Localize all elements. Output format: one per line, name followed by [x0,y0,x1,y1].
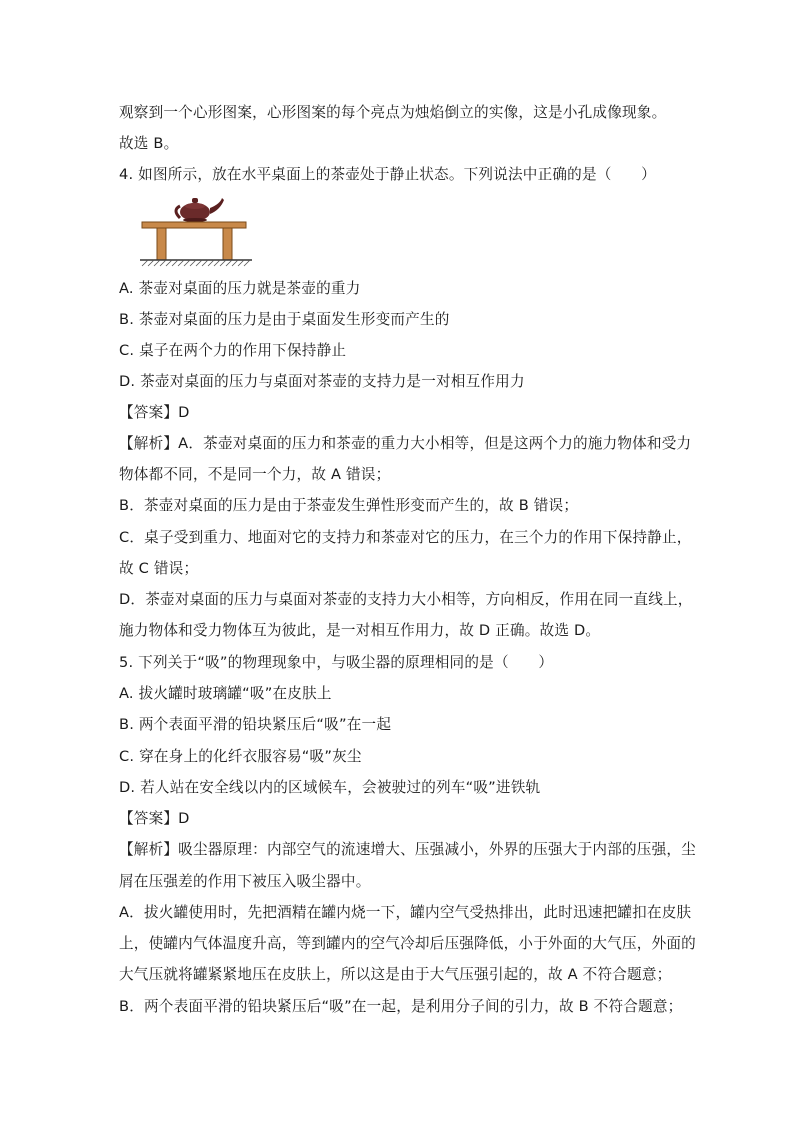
question-4-option-a: A. 茶壶对桌面的压力就是茶壶的重力 [119,280,361,297]
text-line-1: 观察到一个心形图案，心形图案的每个亮点为烛焰倒立的实像，这是小孔成像现象。 [119,104,667,121]
question-5-analysis-line-4: 上，使罐内气体温度升高，等到罐内的空气冷却后压强降低，小于外面的大气压，外面的 [119,935,696,952]
teapot-icon [176,198,224,222]
question-4-analysis-line-6: D．茶壶对桌面的压力与桌面对茶壶的支持力大小相等，方向相反，作用在同一直线上， [119,591,693,608]
question-4-analysis-line-7: 施力物体和受力物体互为彼此，是一对相互作用力，故 D 正确。故选 D。 [119,622,601,639]
question-5-analysis-line-6: B．两个表面平滑的铅块紧压后“吸”在一起，是利用分子间的引力，故 B 不符合题意； [119,998,683,1015]
question-4-analysis-line-2: 物体都不同，不是同一个力，故 A 错误； [119,466,391,483]
question-4-stem: 4. 如图所示，放在水平桌面上的茶壶处于静止状态。下列说法中正确的是（ ） [119,166,656,183]
question-4-option-d: D. 茶壶对桌面的压力与桌面对茶壶的支持力是一对相互作用力 [119,373,525,390]
question-5-analysis-line-5: 大气压就将罐紧紧地压在皮肤上，所以这是由于大气压强引起的，故 A 不符合题意； [119,966,672,983]
question-5-analysis-line-2: 屑在压强差的作用下被压入吸尘器中。 [119,873,371,890]
question-4-analysis-line-3: B．茶壶对桌面的压力是由于茶壶发生弹性形变而产生的，故 B 错误； [119,497,579,514]
question-5-option-b: B. 两个表面平滑的铅块紧压后“吸”在一起 [119,716,392,733]
question-4-answer: 【答案】D [119,404,190,421]
table-icon [142,222,246,260]
teapot-on-table-figure [140,192,252,268]
question-5-option-d: D. 若人站在安全线以内的区域候车，会被驶过的列车“吸”进铁轨 [119,779,541,796]
question-5-answer: 【答案】D [119,810,190,827]
ground-hatching-icon [140,260,252,266]
text-line-2: 故选 B。 [119,135,179,152]
question-4-analysis-line-1: 【解析】A．茶壶对桌面的压力和茶壶的重力大小相等，但是这两个力的施力物体和受力 [119,435,692,452]
question-4-option-b: B. 茶壶对桌面的压力是由于桌面发生形变而产生的 [119,311,450,328]
question-4-option-c: C. 桌子在两个力的作用下保持静止 [119,342,347,359]
question-4-analysis-line-4: C．桌子受到重力、地面对它的支持力和茶壶对它的压力，在三个力的作用下保持静止， [119,529,692,546]
question-5-analysis-line-1: 【解析】吸尘器原理：内部空气的流速增大、压强减小，外界的压强大于内部的压强，尘 [119,841,696,858]
question-5-analysis-line-3: A．拔火罐使用时，先把酒精在罐内烧一下，罐内空气受热排出，此时迅速把罐扣在皮肤 [119,904,692,921]
question-5-option-a: A. 拔火罐时玻璃罐“吸”在皮肤上 [119,685,332,702]
question-5-stem: 5. 下列关于“吸”的物理现象中，与吸尘器的原理相同的是（ ） [119,654,554,671]
question-5-option-c: C. 穿在身上的化纤衣服容易“吸”灰尘 [119,748,362,765]
question-4-analysis-line-5: 故 C 错误； [119,560,199,577]
